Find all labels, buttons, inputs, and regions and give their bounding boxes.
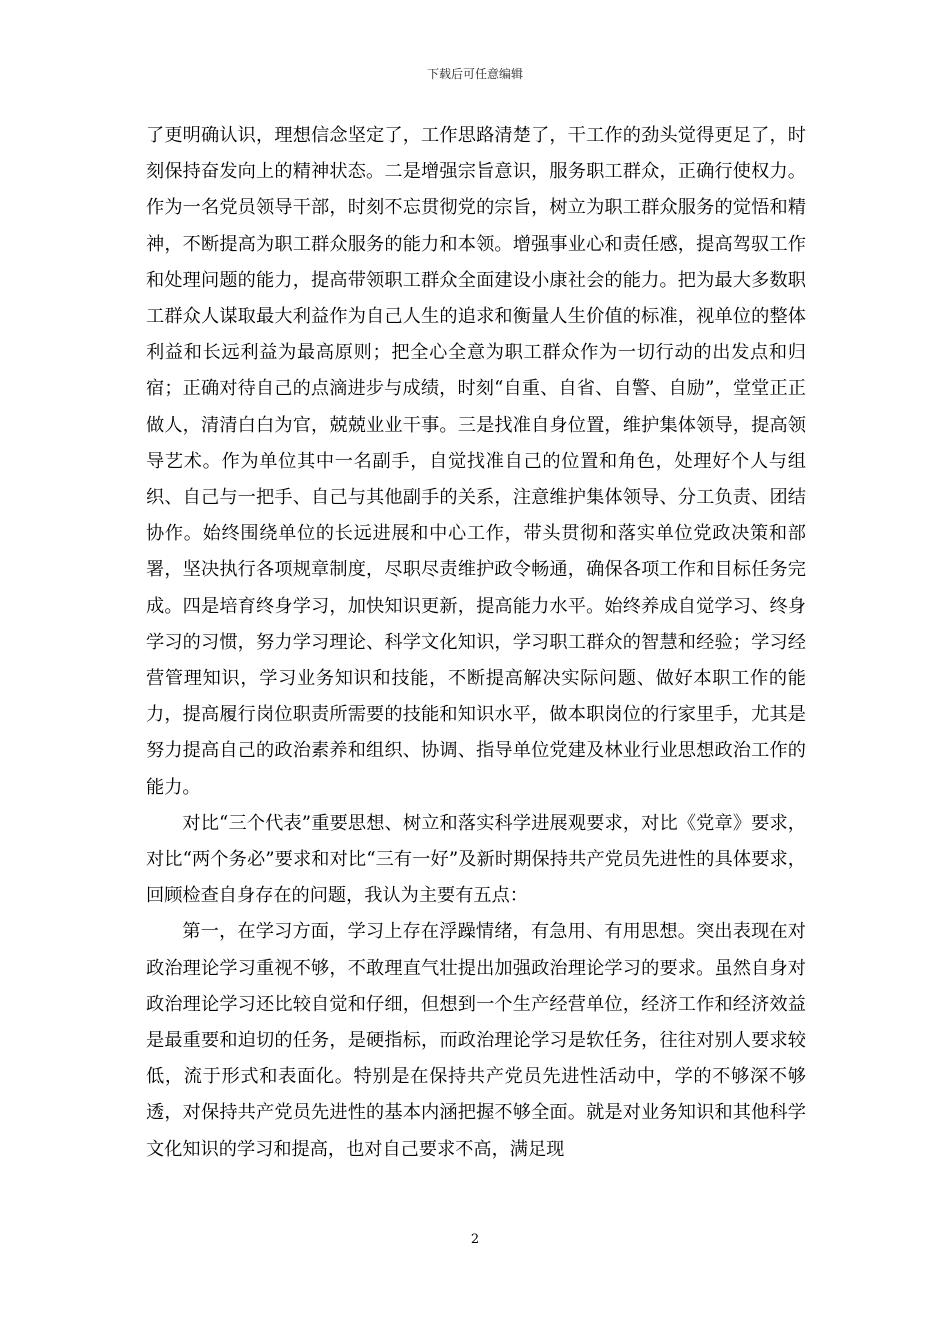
- paragraph-comparison: 对比“三个代表”重要思想、树立和落实科学进展观要求，对比《党章》要求，对比“两个务必”要求和对比“三有一好”及新时期保持共产党员先进性的具体要求，回顾检查自身存在的问题，我认为主要有五点：: [146, 812, 806, 907]
- paragraph-first-point: 第一，在学习方面，学习上存在浮躁情绪，有急用、有用思想。突出表现在对政治理论学习重视不够，不敢理直气壮提出加强政治理论学习的要求。虽然自身对政治理论学习还比较自觉和仔细，但想到一个生产经营单位，经济工作和经济效益是最重要和迫切的任务，是硬指标，而政治理论学习是软任务，往往对别人要求较低，流于形式和表面化。特别是在保持共产党员先进性活动中，学的不够深不够透，对保持共产党员先进性的基本内涵把握不够全面。就是对业务知识和其他科学文化知识的学习和提高，也对自己要求不高，满足现: [146, 921, 806, 1160]
- paragraph-continuation: 了更明确认识，理想信念坚定了，工作思路清楚了，干工作的劲头觉得更足了，时刻保持奋发向上的精神状态。二是增强宗旨意识，服务职工群众，正确行使权力。作为一名党员领导干部，时刻不忘贯彻党的宗旨，树立为职工群众服务的觉悟和精神，不断提高为职工群众服务的能力和本领。增强事业心和责任感，提高驾驭工作和处理问题的能力，提高带领职工群众全面建设小康社会的能力。把为最大多数职工群众人谋取最大利益作为自己人生的追求和衡量人生价值的标准，视单位的整体利益和长远利益为最高原则；把全心全意为职工群众作为一切行动的出发点和归宿；正确对待自己的点滴进步与成绩，时刻“自重、自省、自警、自励”，堂堂正正做人，清清白白为官，兢兢业业干事。三是找准自身位置，维护集体领导，提高领导艺术。作为单位其中一名副手，自觉找准自己的位置和角色，处理好个人与组织、自己与一把手、自己与其他副手的关系，注意维护集体领导、分工负责、团结协作。始终围绕单位的长远进展和中心工作，带头贯彻和落实单位党政决策和部署，坚决执行各项规章制度，尽职尽责维护政令畅通，确保各项工作和目标任务完成。四是培育终身学习，加快知识更新，提高能力水平。始终养成自觉学习、终身学习的习惯，努力学习理论、科学文化知识，学习职工群众的智慧和经验；学习经营管理知识，学习业务知识和技能，不断提高解决实际问题、做好本职工作的能力，提高履行岗位职责所需要的技能和知识水平，做本职岗位的行家里手，尤其是努力提高自己的政治素养和组织、协调、指导单位党建及林业行业思想政治工作的能力。: [146, 125, 806, 798]
- document-body: [146, 118, 806, 1168]
- page-header: 下载后可任意编辑: [426, 67, 523, 81]
- page-number: 2: [470, 1232, 480, 1247]
